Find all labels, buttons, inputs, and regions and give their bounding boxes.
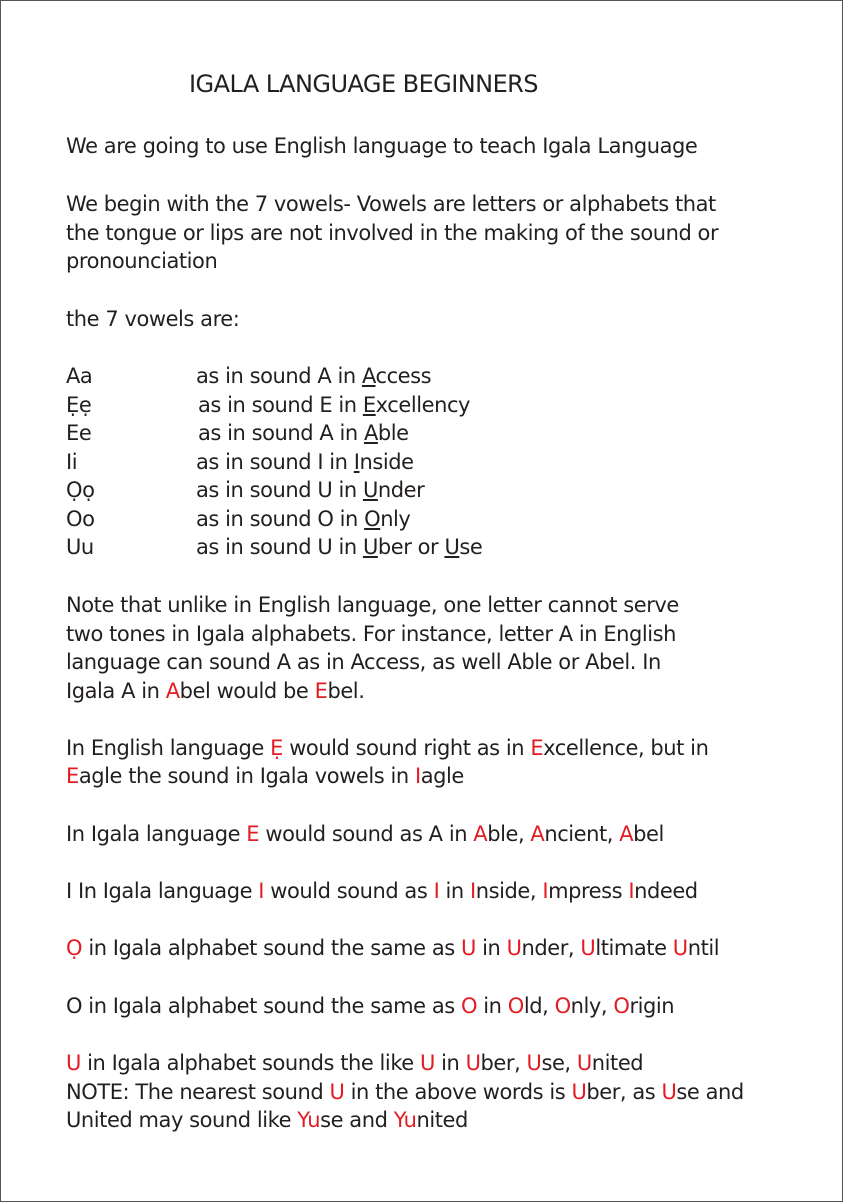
- e-paragraph: In Igala language E would sound as A in Able, Ancient, Abel: [66, 822, 664, 846]
- vowels-heading: the 7 vowels are:: [66, 307, 240, 331]
- vowel-letter: Oo: [66, 507, 95, 531]
- note-line-3: language can sound A as in Access, as well Able or Abel. In: [66, 650, 661, 674]
- u-line-2: NOTE: The nearest sound U in the above words is Uber, as Use and: [66, 1080, 744, 1104]
- vowel-description: as in sound A in Able: [198, 421, 409, 445]
- i-paragraph: I In Igala language I would sound as I in Inside, Impress Indeed: [66, 879, 698, 903]
- vowel-letter: Aa: [66, 364, 93, 388]
- vowel-letter: Uu: [66, 535, 94, 559]
- page-title: IGALA LANGUAGE BEGINNERS: [189, 70, 538, 98]
- vowel-letter: Ee: [66, 421, 92, 445]
- e-dot-line-2: Eagle the sound in Igala vowels in Iagle: [66, 764, 464, 788]
- u-line-1: U in Igala alphabet sounds the like U in Uber, Use, United: [66, 1051, 644, 1075]
- note-line-1: Note that unlike in English language, one letter cannot serve: [66, 593, 679, 617]
- o-dot-paragraph: Ọ in Igala alphabet sound the same as U in Under, Ultimate Until: [66, 936, 720, 960]
- vowel-definition-line-2: the tongue or lips are not involved in the making of the sound or: [66, 221, 719, 245]
- note-line-2: two tones in Igala alphabets. For instance, letter A in English: [66, 622, 677, 646]
- note-line-4: Igala A in Abel would be Ebel.: [66, 679, 365, 703]
- vowel-description: as in sound I in Inside: [196, 450, 414, 474]
- vowel-letter: Ii: [66, 450, 78, 474]
- o-paragraph: O in Igala alphabet sound the same as O in Old, Only, Origin: [66, 994, 675, 1018]
- vowel-letter: Ọọ: [66, 478, 95, 502]
- vowel-description: as in sound E in Excellency: [198, 393, 471, 417]
- vowel-description: as in sound O in Only: [196, 507, 411, 531]
- u-line-3: United may sound like Yuse and Yunited: [66, 1108, 468, 1132]
- e-dot-line-1: In English language Ẹ would sound right as in Excellence, but in: [66, 736, 709, 760]
- vowel-description: as in sound A in Access: [196, 364, 432, 388]
- vowel-definition-line-1: We begin with the 7 vowels- Vowels are letters or alphabets that: [66, 192, 716, 216]
- vowel-description: as in sound U in Under: [196, 478, 425, 502]
- vowel-letter: Ẹẹ: [66, 393, 92, 417]
- vowel-definition-line-3: pronounciation: [66, 249, 218, 273]
- intro-text: We are going to use English language to teach Igala Language: [66, 134, 698, 158]
- vowel-description: as in sound U in Uber or Use: [196, 535, 483, 559]
